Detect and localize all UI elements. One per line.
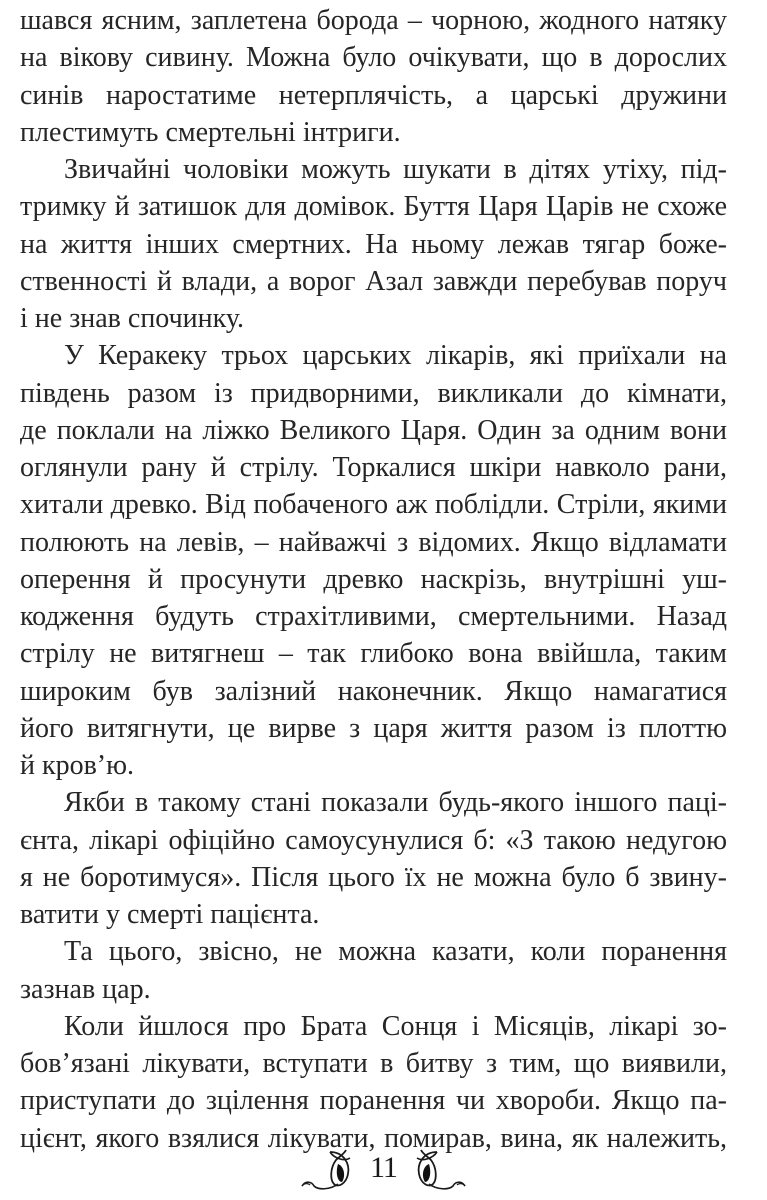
text-line: єнта, лікарі офіційно самоусунулися б: «З такою недугою [20, 824, 727, 856]
paragraph [20, 151, 727, 337]
paragraph [20, 784, 727, 933]
text-line: У Керакеку трьох царських лікарів, які приїхали на [64, 340, 727, 372]
text-line: полюють на левів, – найважчі з відомих. Якщо відламати [20, 526, 727, 558]
text-line: приступати до зцілення поранення чи хвороби. Якщо па- [20, 1085, 727, 1117]
text-line: плестимуть смертельні інтриги. [20, 116, 401, 148]
text-line: де поклали на ліжко Великого Царя. Один за одним вони [20, 414, 727, 446]
text-line: синів наростатиме нетерплячість, а царські дружини [20, 79, 727, 111]
text-line: я не боротимуся». Після цього їх не можна було б звину- [20, 861, 727, 893]
page-number: 11 [370, 1151, 397, 1184]
text-line: оперення й просунути древко наскрізь, внутрішні уш- [20, 563, 727, 595]
page-footer [0, 1145, 767, 1195]
text-line: широким був залізний наконечник. Якщо намагатися [20, 675, 727, 707]
text-line: Якби в такому стані показали будь-якого іншого паці- [64, 787, 727, 819]
text-line: Коли йшлося про Брата Сонця і Місяців, лікарі зо- [64, 1010, 727, 1042]
paragraph [20, 1008, 727, 1157]
text-line: й кров’ю. [20, 750, 135, 781]
text-line: хитали древко. Від побаченого аж поблідли. Стріли, якими [20, 489, 727, 521]
text-line: стрілу не витягнеш – так глибоко вона ввійшла, таким [20, 638, 727, 670]
paragraph [20, 2, 727, 151]
text-line: зазнав цар. [20, 973, 151, 1005]
text-line: бов’язані лікувати, вступати в битву з тим, що виявили, [20, 1048, 727, 1079]
celtic-knot-left-icon [300, 1148, 360, 1192]
text-line: і не знав спочинку. [20, 303, 245, 334]
text-line: ственності й влади, а ворог Азал завжди перебував поруч [20, 265, 727, 297]
text-line: його витягнути, це вирве з царя життя разом із плоттю [20, 712, 727, 744]
text-line: шався ясним, заплетена борода – чорною, жодного натяку [20, 5, 727, 36]
paragraph [20, 933, 727, 1008]
text-line: цієнт, якого взялися лікувати, помирав, вина, як належить, [20, 1122, 727, 1154]
text-line: кодження будуть страхітливими, смертельними. Назад [20, 601, 727, 632]
body-text [20, 2, 727, 1157]
text-line: на життя інших смертних. На ньому лежав тягар боже- [20, 228, 727, 260]
celtic-knot-right-icon [407, 1148, 467, 1192]
text-line: Звичайні чоловіки можуть шукати в дітях утіху, під- [64, 154, 727, 185]
text-line: оглянули рану й стрілу. Торкалися шкіри навколо рани, [20, 452, 727, 483]
paragraph [20, 337, 727, 784]
text-line: південь разом із придворними, викликали до кімнати, [20, 377, 727, 409]
text-line: Та цього, звісно, не можна казати, коли поранення [64, 936, 727, 968]
text-line: тримку й затишок для домівок. Буття Царя Царів не схоже [20, 191, 727, 223]
text-line: на вікову сивину. Можна було очікувати, що в дорослих [20, 42, 727, 74]
text-line: ватити у смерті пацієнта. [20, 899, 320, 930]
